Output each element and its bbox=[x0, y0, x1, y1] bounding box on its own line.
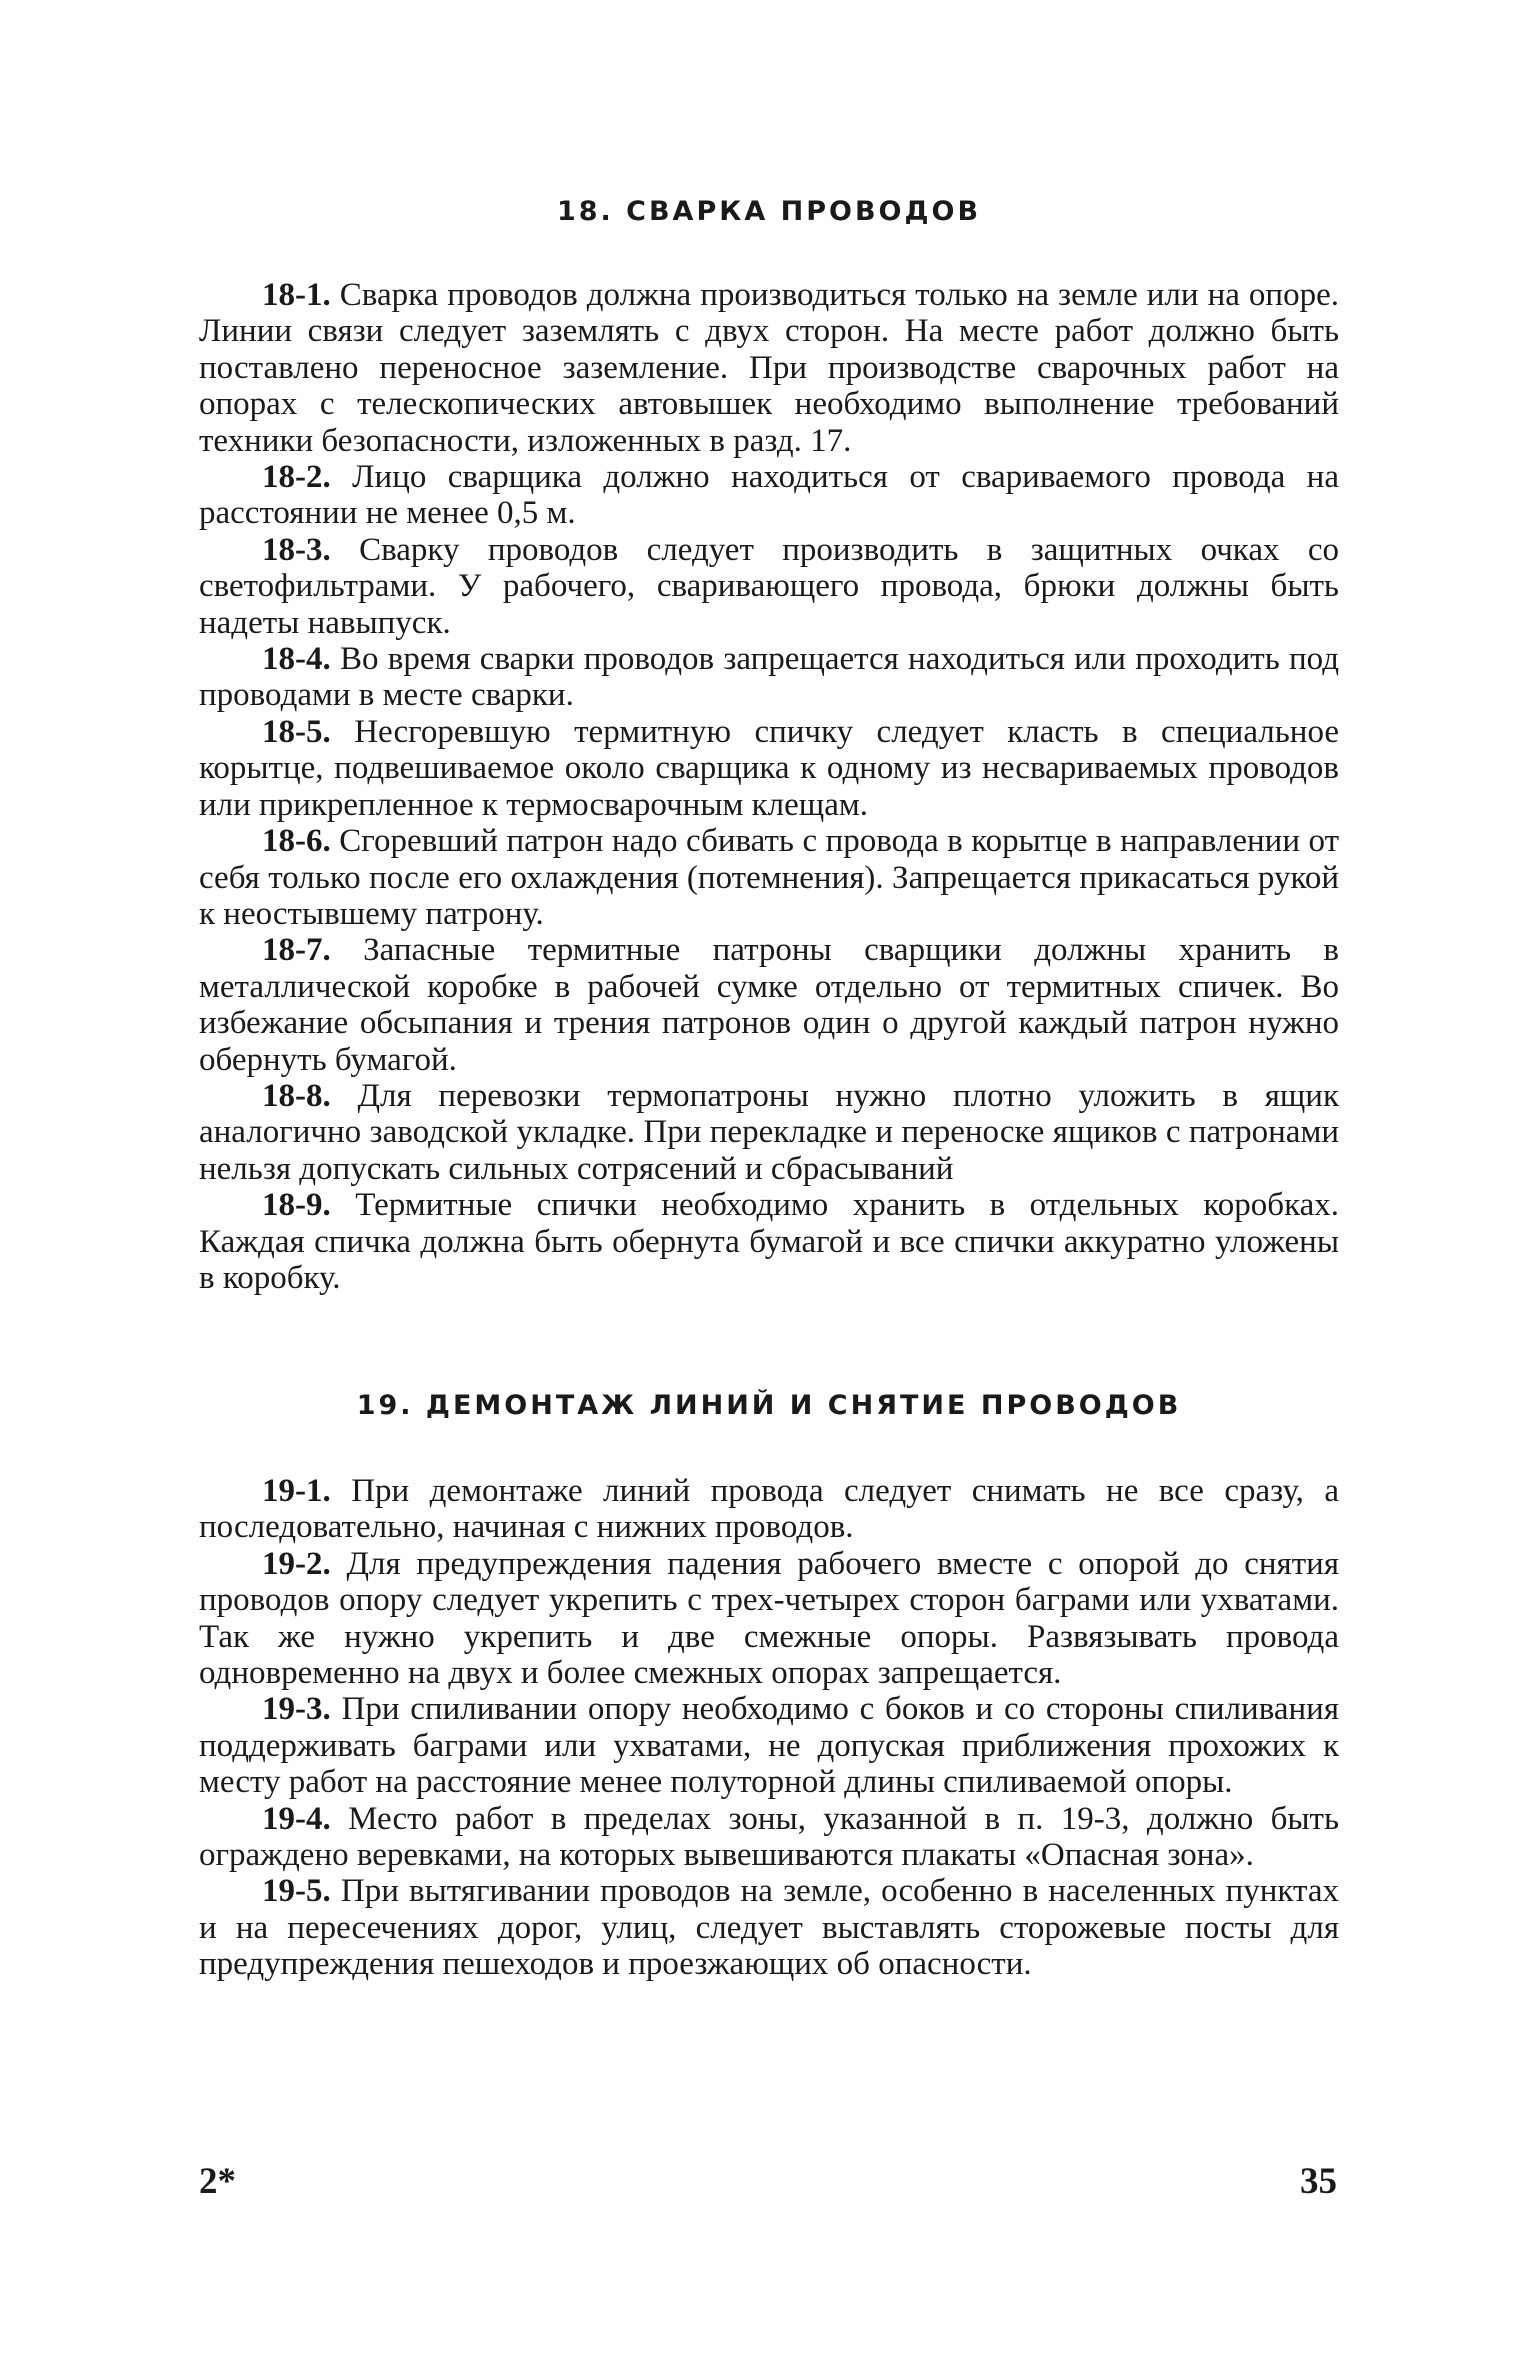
paragraph-number: 18-1. bbox=[262, 277, 331, 313]
paragraph-18-4 bbox=[199, 641, 1339, 714]
paragraph-text: Сварку проводов следует производить в защитных очках со светофильтрами. У рабочего, сваривающего провода, брюки должны быть надеты навыпуск. bbox=[199, 531, 1339, 641]
paragraph-19-3 bbox=[199, 1691, 1339, 1800]
paragraph-number: 19-2. bbox=[262, 1545, 331, 1582]
signature-mark: 2* bbox=[199, 2161, 236, 2202]
paragraph-number: 18-3. bbox=[262, 531, 331, 568]
paragraph-text: Сварка проводов должна производиться только на земле или на опоре. Линии связи следует заземлять с двух сторон. На месте работ должно быть поставлено переносное заземление. При производстве сварочных работ на опорах с телескопических автовышек необходимо выполнение требований техники безопасности, изложенных в разд. 17. bbox=[199, 277, 1339, 459]
paragraph-text: Термитные спички необходимо хранить в отдельных коробках. Каждая спичка должна быть обернута бумагой и все спички аккуратно уложены в коробку. bbox=[199, 1187, 1339, 1296]
paragraph-text: При спиливании опору необходимо с боков и со стороны спиливания поддерживать баграми или ухватами, не допуская приближения прохожих к месту работ на расстояние менее полуторной длины спиливаемой опоры. bbox=[199, 1691, 1339, 1801]
section-18 bbox=[199, 196, 1339, 1296]
paragraph-text: Место работ в пределах зоны, указанной в п. 19-3, должно быть ограждено веревками, на которых вывешиваются плакаты «Опасная зона». bbox=[199, 1800, 1339, 1874]
paragraph-text: Для предупреждения падения рабочего вместе с опорой до снятия проводов опору следует укрепить с трех-четырех сторон баграми или ухватами. Так же нужно укрепить и две смежные опоры. Развязывать провода одновременно на двух и более смежных опорах запрещается. bbox=[199, 1545, 1339, 1692]
page-number: 35 bbox=[1300, 2161, 1337, 2202]
paragraph-18-8 bbox=[199, 1078, 1339, 1187]
section-title: 18. СВАРКА ПРОВОДОВ bbox=[556, 196, 982, 227]
paragraph-text: Сгоревший патрон надо сбивать с провода в корытце в направлении от себя только после его охлаждения (потемнения). Запрещается прикасаться рукой к неостывшему патрону. bbox=[199, 823, 1339, 932]
paragraph-18-6 bbox=[199, 823, 1339, 932]
paragraph-number: 18-2. bbox=[262, 459, 331, 496]
paragraph-19-5 bbox=[199, 1873, 1339, 1982]
paragraph-text: При демонтаже линий провода следует снимать не все сразу, а последовательно, начиная с нижних проводов. bbox=[199, 1473, 1339, 1546]
paragraph-18-2 bbox=[199, 459, 1339, 532]
paragraph-number: 19-5. bbox=[262, 1873, 331, 1910]
paragraph-text: Для перевозки термопатроны нужно плотно уложить в ящик аналогично заводской укладке. При перекладке и переноске ящиков с патронами нельзя допускать сильных сотрясений и сбрасываний bbox=[199, 1077, 1339, 1187]
paragraph-text: При вытягивании проводов на земле, особенно в населенных пунктах и на пересечениях дорог, улиц, следует выставлять сторожевые посты для предупреждения пешеходов и проезжающих об опасности. bbox=[199, 1873, 1339, 1983]
paragraph-19-4 bbox=[199, 1801, 1339, 1874]
paragraph-number: 19-3. bbox=[262, 1691, 331, 1728]
paragraph-18-1 bbox=[199, 277, 1339, 459]
paragraph-number: 19-1. bbox=[262, 1473, 331, 1509]
paragraph-number: 19-4. bbox=[262, 1800, 331, 1837]
paragraph-18-3 bbox=[199, 532, 1339, 641]
paragraph-19-1 bbox=[199, 1473, 1339, 1546]
paragraph-number: 18-4. bbox=[262, 641, 331, 678]
paragraph-18-9 bbox=[199, 1187, 1339, 1296]
paragraph-number: 18-9. bbox=[262, 1187, 331, 1224]
paragraph-text: Во время сварки проводов запрещается находиться или проходить под проводами в месте сварки. bbox=[199, 641, 1339, 714]
paragraph-number: 18-7. bbox=[262, 932, 331, 969]
paragraph-19-2 bbox=[199, 1546, 1339, 1692]
paragraph-number: 18-5. bbox=[262, 713, 331, 750]
paragraph-number: 18-8. bbox=[262, 1077, 331, 1114]
paragraph-18-5 bbox=[199, 714, 1339, 823]
paragraph-text: Лицо сварщика должно находиться от свариваемого провода на расстоянии не менее 0,5 м. bbox=[199, 459, 1339, 532]
paragraph-18-7 bbox=[199, 932, 1339, 1078]
paragraph-text: Несгоревшую термитную спичку следует класть в специальное корытце, подвешиваемое около сварщика к одному из несвариваемых проводов или прикрепленное к термосварочным клещам. bbox=[199, 713, 1339, 823]
paragraph-number: 18-6. bbox=[262, 823, 331, 860]
section-title: 19. ДЕМОНТАЖ ЛИНИЙ И СНЯТИЕ ПРОВОДОВ bbox=[356, 1390, 1182, 1421]
paragraph-text: Запасные термитные патроны сварщики должны хранить в металлической коробке в рабочей сумке отдельно от термитных спичек. Во избежание обсыпания и трения патронов один о другой каждый патрон нужно обернуть бумагой. bbox=[199, 932, 1339, 1078]
section-19 bbox=[199, 1390, 1339, 1983]
